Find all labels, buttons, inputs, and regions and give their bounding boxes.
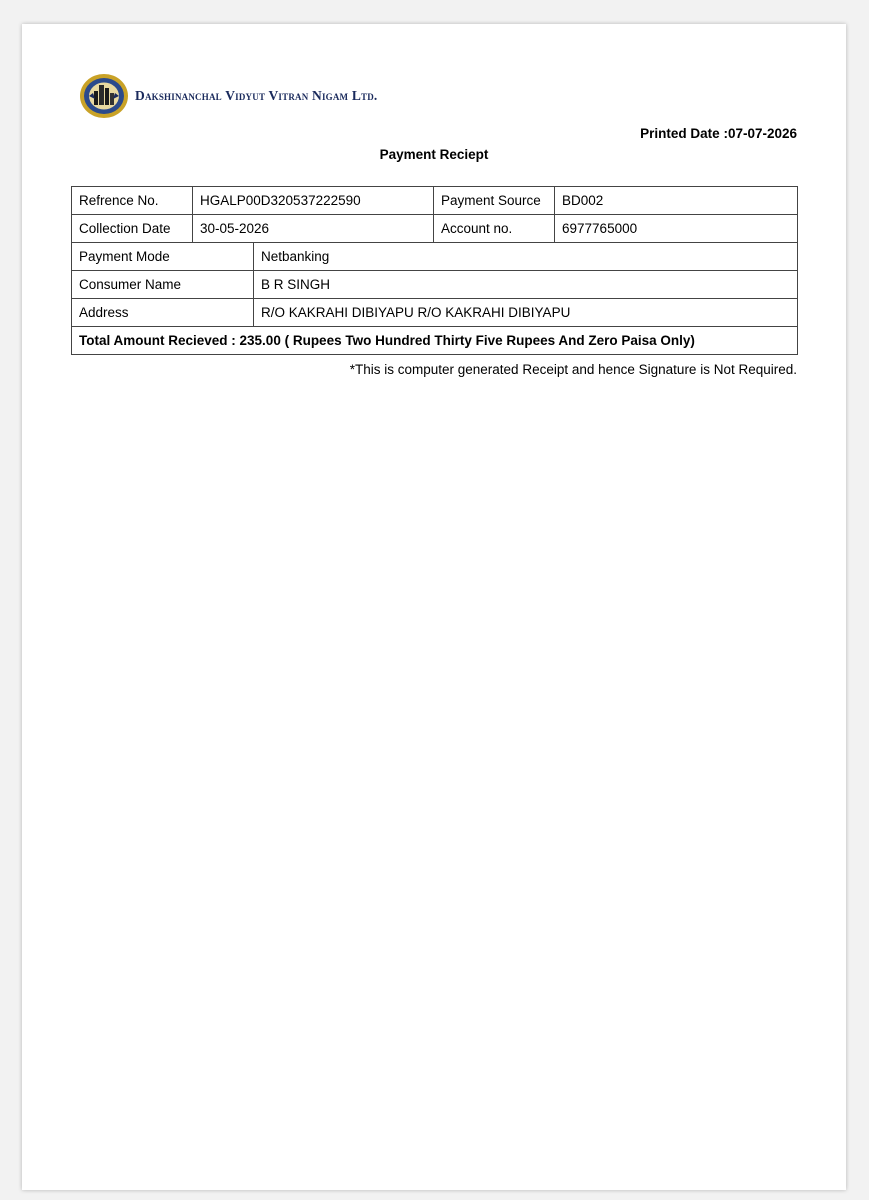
table-row: [72, 215, 798, 243]
table-row: [72, 243, 798, 271]
dvvnl-emblem-icon: [79, 73, 129, 119]
address-label: Address: [72, 299, 254, 327]
receipt-title: Payment Reciept: [379, 147, 489, 162]
printed-date-label: Printed Date :: [640, 126, 728, 141]
collection-date-label: Collection Date: [72, 215, 193, 243]
printed-date-value: 07-07-2026: [727, 126, 797, 141]
table-row: [72, 327, 798, 355]
signature-disclaimer: *This is computer generated Receipt and hence Signature is Not Required.: [349, 362, 797, 377]
company-name: Dakshinanchal Vidyut Vitran Nigam Ltd.: [135, 88, 378, 103]
table-row: [72, 187, 798, 215]
total-amount-label: Total Amount Recieved :: [79, 333, 240, 348]
payment-mode-label: Payment Mode: [72, 243, 254, 271]
payment-mode-value: Netbanking: [254, 243, 798, 271]
reference-value: HGALP00D320537222590: [193, 187, 434, 215]
account-value: 6977765000: [555, 215, 798, 243]
table-row: [72, 299, 798, 327]
consumer-name-value: B R SINGH: [254, 271, 798, 299]
total-amount-value: 235.00 ( Rupees Two Hundred Thirty Five Rupees And Zero Paisa Only): [239, 333, 695, 348]
table-row: [72, 271, 798, 299]
consumer-name-label: Consumer Name: [72, 271, 254, 299]
receipt-table: [71, 186, 798, 355]
receipt-page: [22, 24, 846, 1190]
reference-label: Refrence No.: [72, 187, 193, 215]
company-header: [79, 73, 378, 119]
payment-source-value: BD002: [555, 187, 798, 215]
printed-date: [640, 126, 797, 141]
total-amount: [72, 327, 798, 355]
collection-date-value: 30-05-2026: [193, 215, 434, 243]
payment-source-label: Payment Source: [434, 187, 555, 215]
address-value: R/O KAKRAHI DIBIYAPU R/O KAKRAHI DIBIYAPU: [254, 299, 798, 327]
account-label: Account no.: [434, 215, 555, 243]
